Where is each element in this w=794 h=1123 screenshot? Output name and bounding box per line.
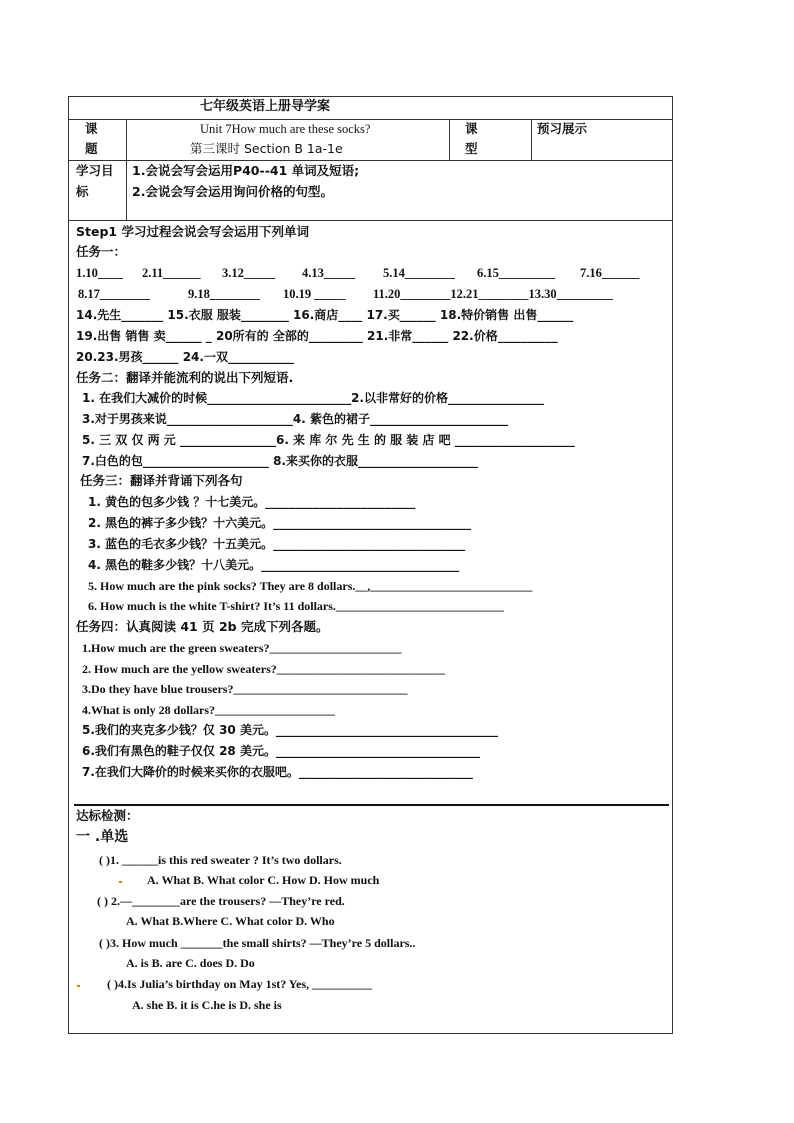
question-line: 4.What is only 28 dollars?____________________ (82, 703, 336, 717)
vocab-item: 11.20________12.21________13.30_________ (373, 287, 613, 301)
vocab-item: 6.15_________ (477, 266, 556, 280)
goals-label-2: 标 (76, 184, 89, 199)
vocab-line: 14.先生_______ 15.衣服 服装________ 16.商店____ 17.买______ 18.特价销售 出售______ (76, 308, 574, 322)
unit-title: Unit 7How much are these socks? (200, 122, 371, 136)
goal-item: 1.会说会写会运用P40--41 单词及短语; (132, 163, 360, 178)
mc-options: A. What B. What color C. How D. How much (147, 873, 380, 887)
step1-heading: Step1 学习过程会说会写会运用下列单词 (76, 224, 309, 239)
sentence-line: 6. How much is the white T-shirt? It’s 11 dollars.____________________________ (88, 599, 504, 613)
mc-question: ( )1. ______is this red sweater ? It’s two dollars. (99, 853, 342, 867)
xing-label: 型 (465, 141, 478, 156)
ke-label: 课 (85, 121, 98, 136)
vocab-line: 19.出售 销售 卖______ _ 20所有的 全部的_________ 21.非常______ 22.价格__________ (76, 329, 558, 343)
ke2-label: 课 (465, 121, 478, 136)
lesson-type: 预习展示 (537, 121, 588, 136)
col-divider (126, 119, 127, 160)
phrase-line: 3.对于男孩来说_____________________4. 紫色的裙子_______________________ (82, 412, 508, 426)
sentence-line: 5. How much are the pink socks? They are 8 dollars.__,___________________________ (88, 579, 533, 593)
task3-title: 任务三：翻译并背诵下列各句 (80, 473, 243, 488)
phrase-line: 7.白色的包_____________________ 8.来买你的衣服____________________ (82, 454, 478, 468)
col-divider (449, 119, 450, 160)
vocab-item: 9.18________ (188, 287, 260, 301)
phrase-line: 1. 在我们大减价的时候________________________2.以非常好的价格________________ (82, 391, 544, 405)
question-line: 7.在我们大降价的时候来买你的衣服吧。_____________________________ (82, 765, 473, 779)
row-divider (69, 119, 672, 120)
phrase-line: 5. 三 双 仅 两 元 ________________6. 来 库 尔 先 生 的 服 装 店 吧 ____________________ (82, 433, 575, 447)
goal-item: 2.会说会写会运用询问价格的句型。 (132, 184, 333, 199)
vocab-item: 3.12_____ (222, 266, 276, 280)
sentence-line: 1. 黄色的包多少钱 ？十七美元。_________________________ (88, 495, 416, 509)
task2-title: 任务二：翻译并能流利的说出下列短语. (76, 370, 294, 385)
sentence-line: 2. 黑色的裤子多少钱？十六美元。_________________________________ (88, 516, 472, 530)
mc-options: A. What B.Where C. What color D. Who (126, 914, 335, 928)
vocab-item: 4.13_____ (302, 266, 356, 280)
question-line: 3.Do they have blue trousers?_____________________________ (82, 682, 408, 696)
question-line: 1.How much are the green sweaters?______________________ (82, 641, 402, 655)
vocab-item: 1.10____ (76, 266, 123, 280)
lesson-title: 第三课时 Section B 1a-1e (190, 141, 343, 156)
vocab-item: 8.17________ (78, 287, 150, 301)
vocab-item: 5.14________ (383, 266, 455, 280)
mc-options: A. she B. it is C.he is D. she is (132, 998, 282, 1012)
mc-question: ( )4.Is Julia’s birthday on May 1st? Yes, __________ (107, 977, 373, 991)
section-heading: 一 .单选 (76, 829, 129, 845)
question-line: 5.我们的夹克多少钱？仅 30 美元。_____________________________________ (82, 723, 498, 737)
sentence-line: 3. 蓝色的毛衣多少钱？十五美元。________________________________ (88, 537, 466, 551)
page-title: 七年级英语上册导学案 (200, 99, 331, 114)
question-line: 6.我们有黑色的鞋子仅仅 28 美元。__________________________________ (82, 744, 480, 758)
check-title: 达标检测： (76, 808, 139, 823)
vocab-item: 7.16______ (580, 266, 640, 280)
row-divider (69, 160, 672, 161)
vocab-item: 10.19 _____ (283, 287, 346, 301)
mc-question: ( )3. How much _______the small shirts? —They’re 5 dollars.. (99, 936, 416, 950)
mc-question: ( ) 2.—________are the trousers? —They’re red. (97, 894, 345, 908)
col-divider (531, 119, 532, 160)
vocab-line: 20.23.男孩______ 24.一双___________ (76, 350, 294, 364)
stray-mark (119, 881, 122, 883)
section-separator (74, 804, 669, 806)
mc-options: A. is B. are C. does D. Do (126, 956, 255, 970)
ti-label: 题 (85, 141, 98, 156)
col-divider (126, 160, 127, 220)
task4-title: 任务四：认真阅读 41 页 2b 完成下列各题。 (76, 619, 329, 634)
task1-title: 任务一： (76, 244, 127, 259)
vocab-item: 2.11______ (142, 266, 201, 280)
question-line: 2. How much are the yellow sweaters?____________________________ (82, 662, 445, 676)
stray-mark (77, 985, 80, 987)
row-divider (69, 220, 672, 221)
sentence-line: 4. 黑色的鞋多少钱？十八美元。_________________________________ (88, 558, 460, 572)
goals-label-1: 学习目 (76, 163, 114, 178)
